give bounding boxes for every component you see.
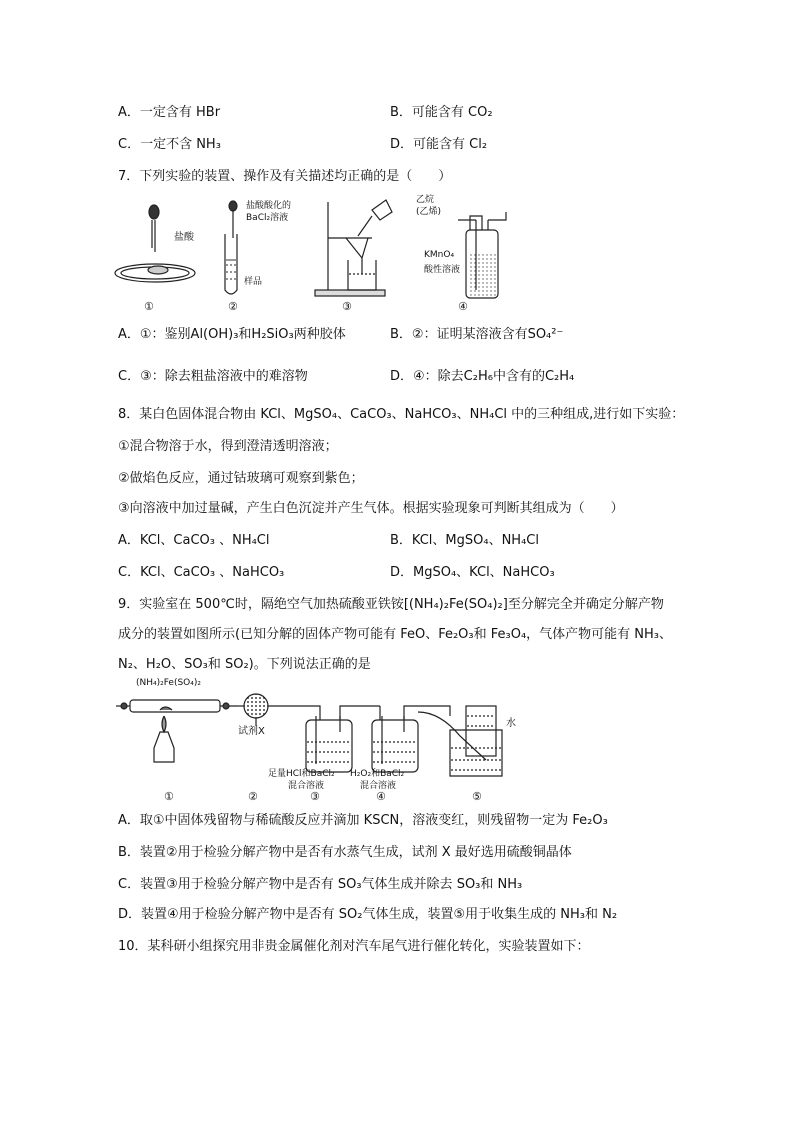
figure-number-2: ② bbox=[228, 300, 238, 313]
heating-tube bbox=[116, 700, 238, 712]
q6-option-c: C．一定不含 NH₃ bbox=[118, 137, 221, 152]
q9-option-d: D．装置④用于检验分解产物中是否有 SO₂气体生成，装置⑤用于收集生成的 NH₃和 N₂ bbox=[118, 907, 618, 922]
q9-option-a: A．取①中固体残留物与稀硫酸反应并滴加 KSCN，溶液变红，则残留物一定为 Fe₂O₃ bbox=[118, 813, 608, 828]
label-acid: 盐酸 bbox=[174, 232, 194, 243]
dish-apparatus bbox=[115, 205, 195, 282]
label-ethene: (乙烯) bbox=[416, 207, 442, 217]
bottle-4 bbox=[372, 706, 450, 772]
label-bottle4-line1: H₂O₂和BaCl₂ bbox=[350, 769, 405, 779]
q7-option-a: A．①：鉴别Al(OH)₃和H₂SiO₃两种胶体 bbox=[118, 327, 346, 342]
figure-number-2: ② bbox=[248, 790, 258, 803]
label-bacl2-line1: 盐酸酸化的 bbox=[246, 201, 292, 211]
q8-stem: 8．某白色固体混合物由 KCl、MgSO₄、CaCO₃、NaHCO₃、NH₄Cl 中的三种组成,进行如下实验： bbox=[118, 407, 685, 422]
q6-option-a: A．一定含有 HBr bbox=[118, 105, 221, 120]
figure-number-5: ⑤ bbox=[472, 790, 482, 803]
label-sample: 样品 bbox=[244, 277, 263, 287]
q9-option-b: B．装置②用于检验分解产物中是否有水蒸气生成，试剂 X 最好选用硫酸铜晶体 bbox=[118, 845, 572, 860]
q8-option-b: B．KCl、MgSO₄、NH₄Cl bbox=[390, 533, 539, 548]
label-bottle4-line2: 混合溶液 bbox=[360, 781, 397, 791]
label-acidic-solution: 酸性溶液 bbox=[424, 265, 461, 275]
q7-apparatus-figure bbox=[110, 190, 530, 320]
bottle-3 bbox=[306, 706, 380, 772]
figure-number-1: ① bbox=[144, 300, 154, 313]
q7-option-c: C．③：除去粗盐溶液中的难溶物 bbox=[118, 369, 308, 384]
filtration-apparatus bbox=[315, 200, 392, 296]
q9-line-3: N₂、H₂O、SO₃和 SO₂)。下列说法正确的是 bbox=[118, 657, 371, 672]
q9-option-c: C．装置③用于检验分解产物中是否有 SO₃气体生成并除去 SO₃和 NH₃ bbox=[118, 877, 523, 892]
q8-option-a: A．KCl、CaCO₃ 、NH₄Cl bbox=[118, 533, 270, 548]
label-ethane: 乙烷 bbox=[416, 195, 435, 205]
figure-number-1: ① bbox=[164, 790, 174, 803]
q7-stem: 7．下列实验的装置、操作及有关描述均正确的是（ ） bbox=[118, 169, 452, 184]
q8-statement-2: ②做焰色反应，通过钴玻璃可观察到紫色； bbox=[118, 471, 364, 486]
label-bottle3-line2: 混合溶液 bbox=[288, 781, 325, 791]
q8-option-c: C．KCl、CaCO₃ 、NaHCO₃ bbox=[118, 565, 285, 580]
q8-option-d: D．MgSO₄、KCl、NaHCO₃ bbox=[390, 565, 555, 580]
label-water: 水 bbox=[506, 718, 516, 729]
label-bottle3-line1: 足量HCl和BaCl₂ bbox=[268, 769, 335, 779]
label-kmno4: KMnO₄ bbox=[424, 250, 455, 260]
water-trough bbox=[418, 706, 502, 776]
label-formula: (NH₄)₂Fe(SO₄)₂ bbox=[136, 678, 201, 688]
figure-number-4: ④ bbox=[376, 790, 386, 803]
test-tube-apparatus bbox=[225, 201, 237, 294]
q9-line-2: 成分的装置如图所示(已知分解的固体产物可能有 FeO、Fe₂O₃和 Fe₃O₄，气体产物可能有 NH₃、 bbox=[118, 627, 673, 642]
figure-number-3: ③ bbox=[342, 300, 352, 313]
q6-option-d: D．可能含有 Cl₂ bbox=[390, 137, 488, 152]
q8-statement-3: ③向溶液中加过量碱，产生白色沉淀并产生气体。根据实验现象可判断其组成为（ ） bbox=[118, 501, 624, 516]
q9-line-1: 9．实验室在 500℃时，隔绝空气加热硫酸亚铁铵[(NH₄)₂Fe(SO₄)₂]至分解完全并确定分解产物 bbox=[118, 597, 664, 612]
gas-bottle-apparatus bbox=[458, 212, 506, 298]
q10-stem: 10．某科研小组探究用非贵金属催化剂对汽车尾气进行催化转化，实验装置如下： bbox=[118, 939, 590, 954]
figure-number-4: ④ bbox=[458, 300, 468, 313]
label-reagent-x: 试剂X bbox=[238, 726, 265, 737]
q7-option-b: B．②：证明某溶液含有SO₄²⁻ bbox=[390, 327, 564, 342]
q8-statement-1: ①混合物溶于水，得到澄清透明溶液； bbox=[118, 439, 338, 454]
alcohol-lamp bbox=[154, 716, 174, 762]
figure-number-3: ③ bbox=[310, 790, 320, 803]
q9-apparatus-figure bbox=[110, 676, 530, 804]
q7-option-d: D．④：除去C₂H₆中含有的C₂H₄ bbox=[390, 369, 575, 384]
label-bacl2-line2: BaCl₂溶液 bbox=[246, 213, 289, 223]
q6-option-b: B．可能含有 CO₂ bbox=[390, 105, 493, 120]
